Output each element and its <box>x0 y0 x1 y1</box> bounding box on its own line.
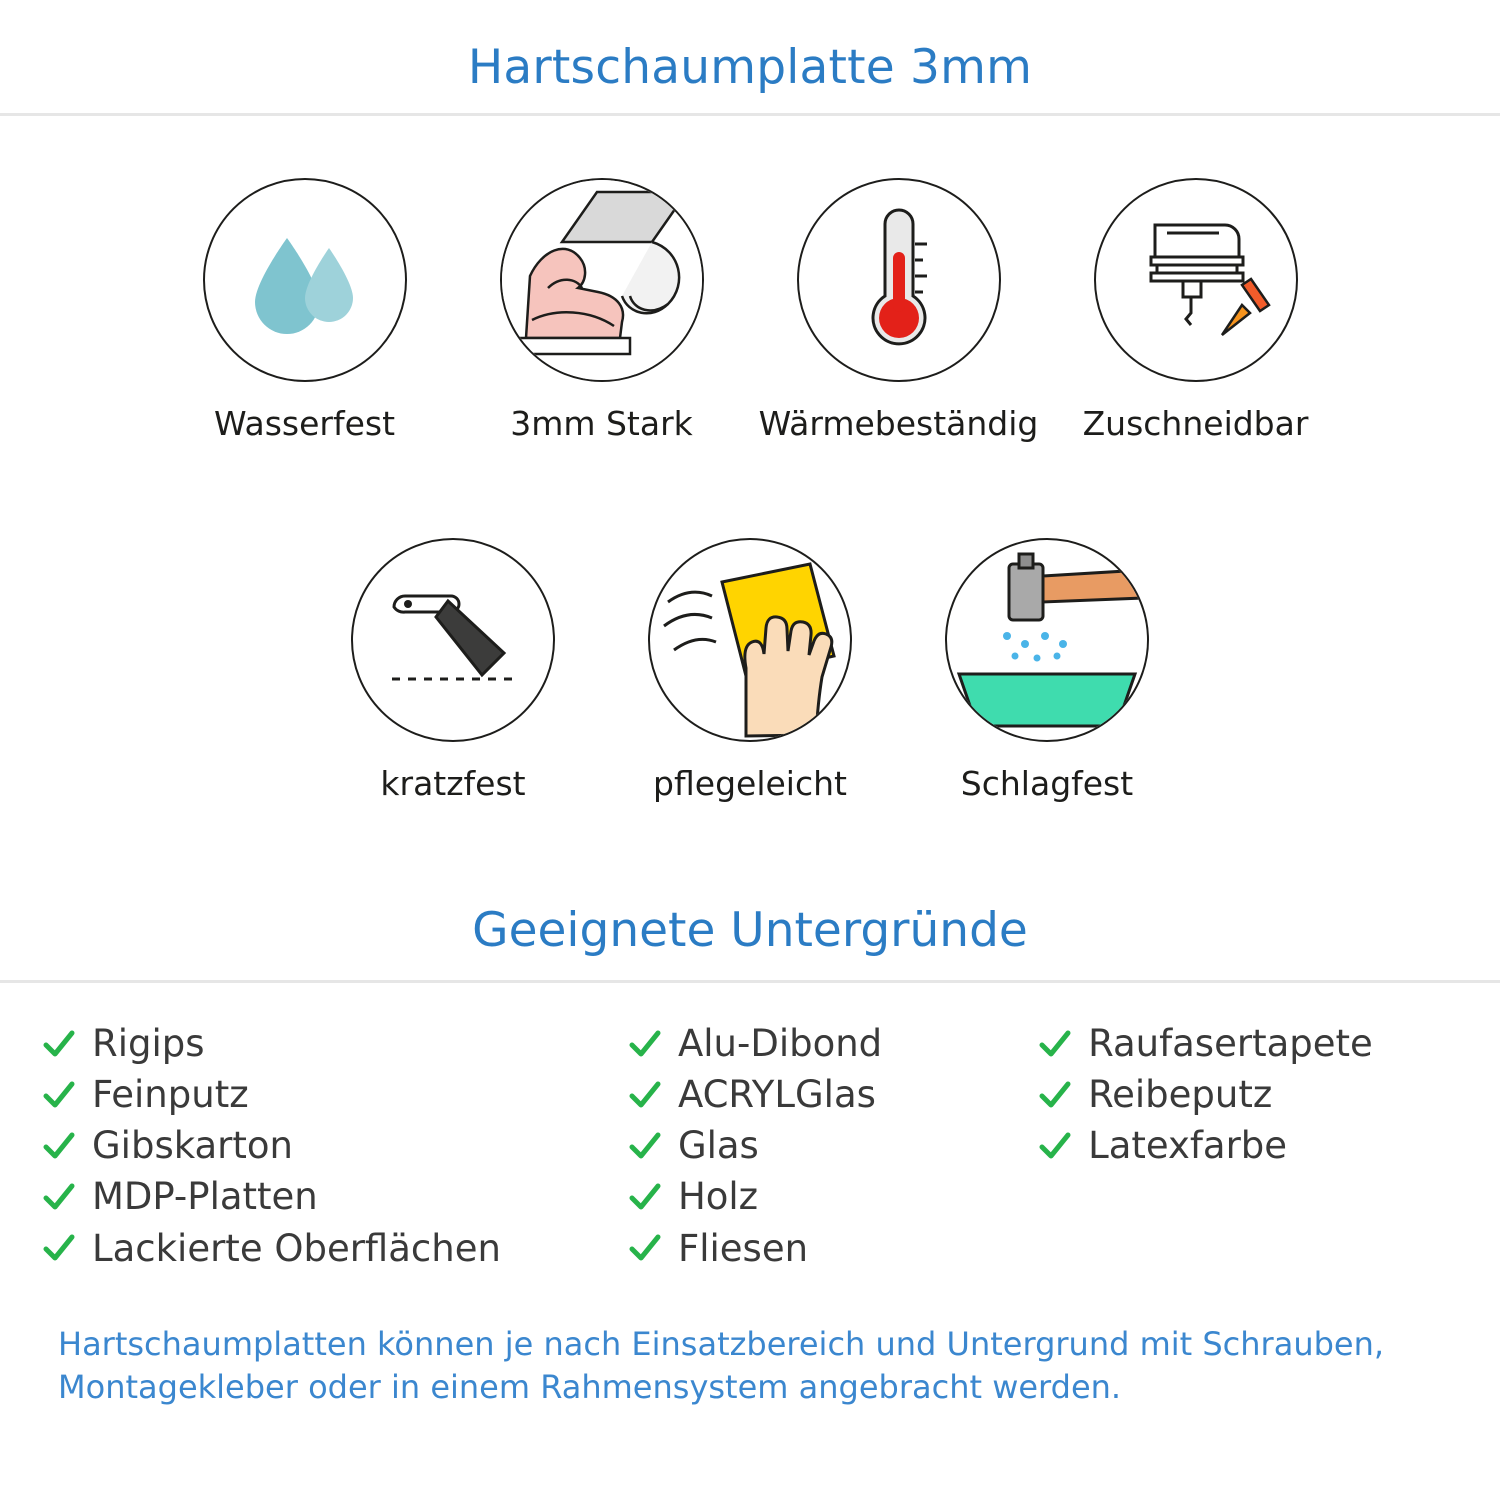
check-icon <box>42 1129 76 1163</box>
feature-label: pflegeleicht <box>653 764 847 803</box>
water-drops-icon <box>203 178 407 382</box>
check-icon <box>628 1027 662 1061</box>
check-icon <box>628 1129 662 1163</box>
substrates-section <box>0 983 1500 1271</box>
substrates-title: Geeignete Untergründe <box>472 903 1028 958</box>
feature-label: Wasserfest <box>213 404 396 443</box>
feature-label: 3mm Stark <box>510 404 693 443</box>
list-item <box>628 1021 1038 1066</box>
list-item-label: Glas <box>677 1124 759 1168</box>
substrates-column-1 <box>42 1021 628 1271</box>
feature-label: kratzfest <box>380 764 526 803</box>
footer-note: Hartschaumplatten können je nach Einsatzbereich und Untergrund mit Schrauben, Montagekleber oder in einem Rahmensystem angebracht werden. <box>58 1324 1385 1406</box>
feature-kratzfest <box>305 538 602 803</box>
list-item <box>42 1174 628 1219</box>
list-item-label: Gibskarton <box>92 1124 293 1168</box>
check-icon <box>42 1231 76 1265</box>
list-item <box>1038 1021 1458 1066</box>
feature-zuschneidbar <box>1047 178 1344 443</box>
list-item <box>1038 1072 1458 1117</box>
list-item-label: Reibeputz <box>1088 1073 1273 1117</box>
hammer-impact-icon <box>945 538 1149 742</box>
jigsaw-cutter-icon <box>1094 178 1298 382</box>
list-item <box>628 1072 1038 1117</box>
feature-row-2 <box>0 538 1500 803</box>
list-item-label: ACRYLGlas <box>677 1073 876 1117</box>
substrates-column-2 <box>628 1021 1038 1271</box>
list-item-label: Holz <box>677 1175 759 1219</box>
list-item-label: Rigips <box>92 1022 205 1065</box>
flexing-arm-icon <box>500 178 704 382</box>
check-icon <box>42 1180 76 1214</box>
list-item <box>628 1123 1038 1168</box>
list-item <box>1038 1123 1458 1168</box>
list-item <box>628 1226 1038 1271</box>
check-icon <box>628 1180 662 1214</box>
feature-wasserfest <box>156 178 453 443</box>
features-section <box>0 116 1500 803</box>
check-icon <box>42 1027 76 1061</box>
feature-row-1 <box>0 178 1500 443</box>
check-icon <box>628 1231 662 1265</box>
cleaning-cloth-hand-icon <box>648 538 852 742</box>
list-item <box>42 1072 628 1117</box>
list-item-label: Latexfarbe <box>1088 1124 1288 1168</box>
list-item-label: Feinputz <box>92 1073 249 1117</box>
feature-waermebestaendig <box>750 178 1047 443</box>
list-item-label: Lackierte Oberflächen <box>92 1226 501 1270</box>
list-item-label: Fliesen <box>677 1226 809 1270</box>
check-icon <box>42 1078 76 1112</box>
feature-label: Wärmebeständig <box>758 404 1039 443</box>
substrates-column-3 <box>1038 1021 1458 1271</box>
feature-3mm-stark <box>453 178 750 443</box>
list-item <box>42 1021 628 1066</box>
list-item <box>628 1174 1038 1219</box>
knife-scratch-icon <box>351 538 555 742</box>
feature-schlagfest <box>899 538 1196 803</box>
list-item <box>42 1226 628 1271</box>
thermometer-icon <box>797 178 1001 382</box>
page-title: Hartschaumplatte 3mm <box>467 40 1033 95</box>
list-item-label: Alu-Dibond <box>677 1022 883 1065</box>
check-icon <box>1038 1027 1072 1061</box>
list-item-label: MDP-Platten <box>92 1175 318 1219</box>
check-icon <box>1038 1129 1072 1163</box>
feature-label: Schlagfest <box>960 764 1134 803</box>
list-item-label: Raufasertapete <box>1088 1022 1373 1065</box>
list-item <box>42 1123 628 1168</box>
feature-pflegeleicht <box>602 538 899 803</box>
check-icon <box>1038 1078 1072 1112</box>
check-icon <box>628 1078 662 1112</box>
feature-label: Zuschneidbar <box>1082 404 1309 443</box>
